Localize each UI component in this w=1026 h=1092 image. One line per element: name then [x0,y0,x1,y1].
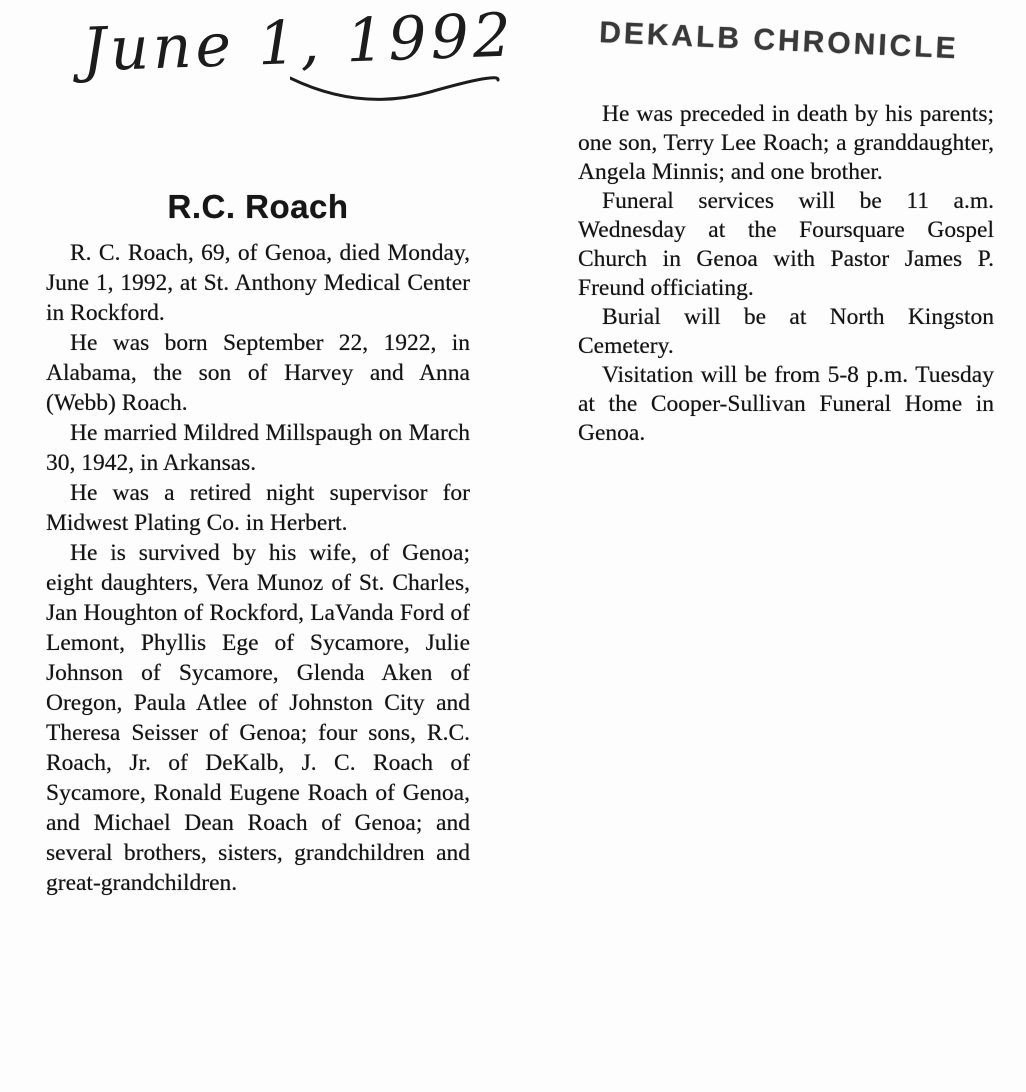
obituary-paragraph: Visitation will be from 5-8 p.m. Tuesday at the Cooper-Sullivan Funeral Home in Genoa. [578,362,994,446]
obituary-paragraph: R. C. Roach, 69, of Genoa, died Monday, June 1, 1992, at St. Anthony Medical Center in Rockford. [46,240,470,326]
obituary-left-column [46,188,470,898]
obituary-paragraph: He was a retired night supervisor for Midwest Plating Co. in Herbert. [46,480,470,536]
obituary-paragraph: Funeral services will be 11 a.m. Wednesday at the Foursquare Gospel Church in Genoa with Pastor James P. Freund officiating. [578,188,994,301]
obituary-body-left [46,238,470,898]
obituary-paragraph: He is survived by his wife, of Genoa; eight daughters, Vera Munoz of St. Charles, Jan Houghton of Rockford, LaVanda Ford of Lemont, Phyllis Ege of Sycamore, Julie Johnson of Sycamore, Glenda Aken of Oregon, Paula Atlee of Johnston City and Theresa Seisser of Genoa; four sons, R.C. Roach, Jr. of DeKalb, J. C. Roach of Sycamore, Ronald Eugene Roach of Genoa, and Michael Dean Roach of Genoa; and several brothers, sisters, grandchildren and great-grandchildren. [46,540,470,896]
obituary-paragraph: He was born September 22, 1922, in Alabama, the son of Harvey and Anna (Webb) Roach. [46,330,470,416]
obituary-right-column [578,100,994,448]
obituary-paragraph: He was preceded in death by his parents; one son, Terry Lee Roach; a granddaughter, Angela Minnis; and one brother. [578,101,994,185]
obituary-paragraph: Burial will be at North Kingston Cemetery. [578,304,994,359]
newspaper-name-stamp: DEKALB CHRONICLE [598,16,960,66]
obituary-paragraph: He married Mildred Millspaugh on March 30, 1942, in Arkansas. [46,420,470,476]
obituary-title: R.C. Roach [167,188,349,225]
handwritten-date: June 1, 1992 [80,0,517,86]
